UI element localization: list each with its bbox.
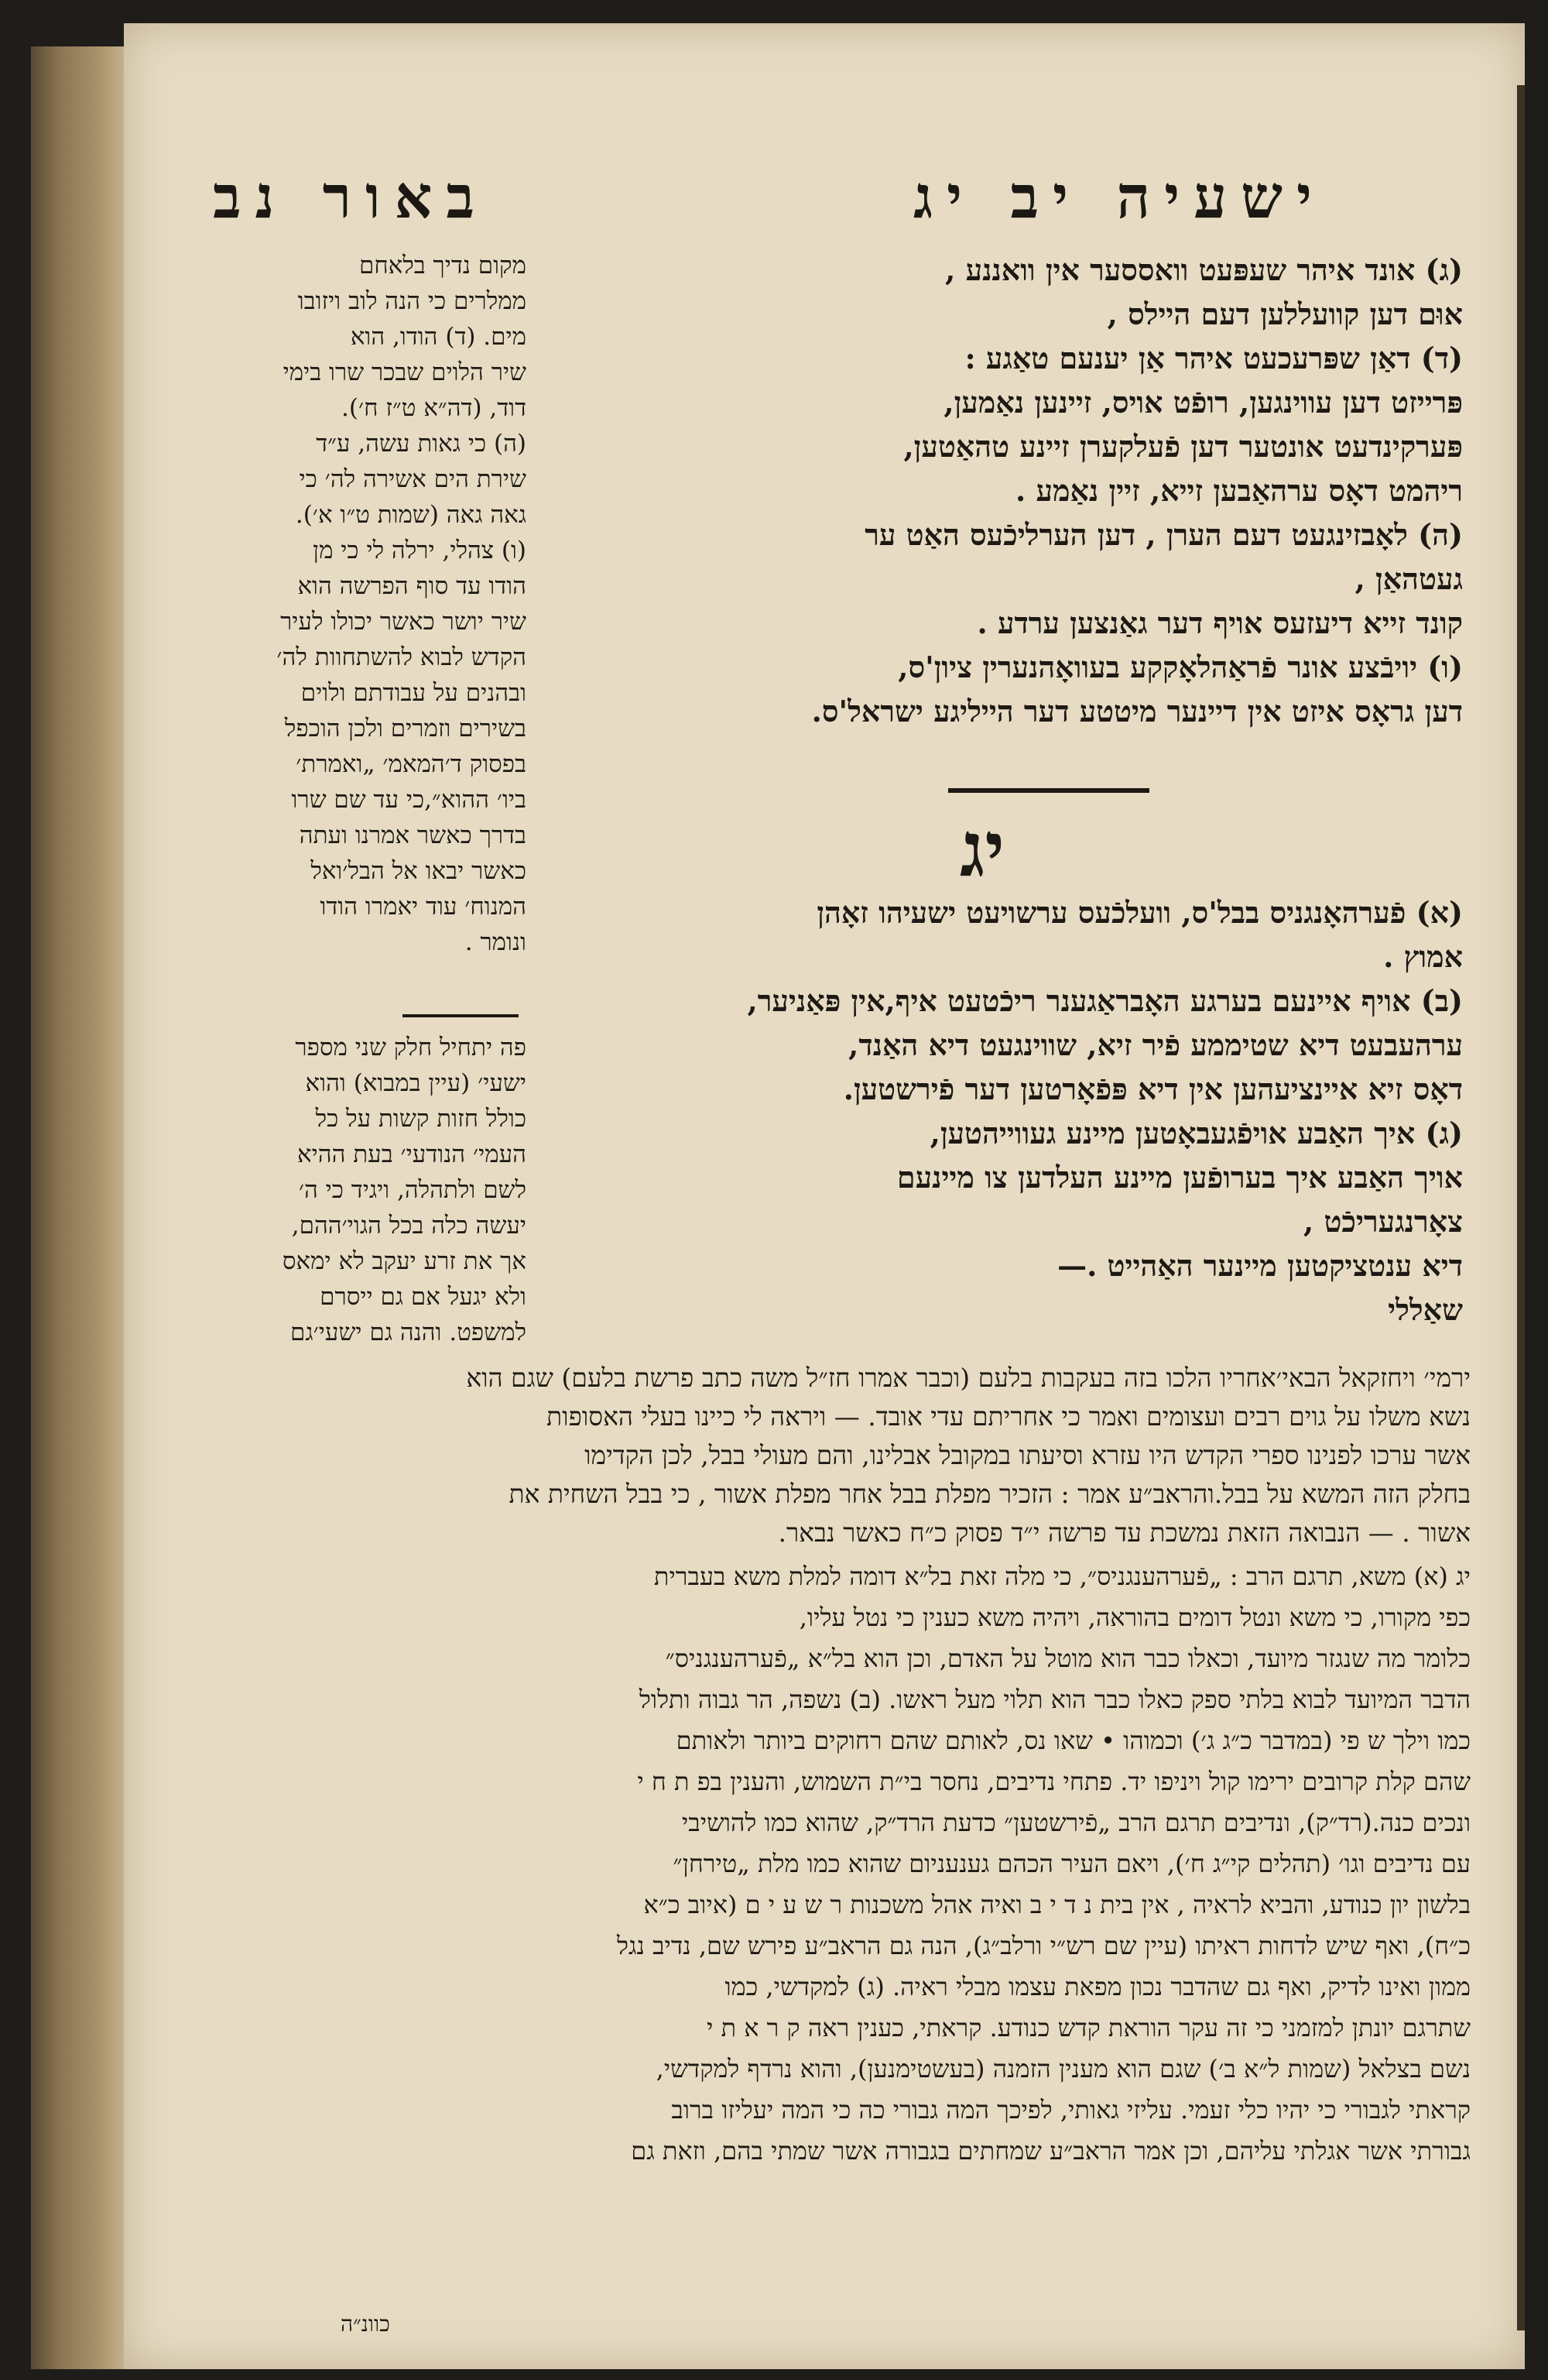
text-line: אשור . — הנבואה הזאת נמשכת עד פרשה י״ד פסוק כ״ח כאשר נבאר. — [778, 1518, 1471, 1548]
text-line: כפי מקורו, כי משא ונטל דומים בהוראה, ויהיה משא כענין כי נטל עליו, — [799, 1603, 1471, 1632]
text-line: בדרך כאשר אמרנו ועתה — [299, 821, 526, 849]
text-line: הודו עד סוף הפרשה הוא — [297, 572, 526, 600]
text-line: יעשה כלה בכל הגוי׳ההם, — [291, 1212, 526, 1240]
text-line: פּרייזט דען עווינגען, רופֿט אויס, זיינען נאַמען, — [944, 385, 1463, 420]
text-line: עם נדיבים וגו׳ (תהלים קי״ג ח׳), ויאם העיר הכהם גענעניום שהוא כמו מלת „טירחן״ — [673, 1849, 1471, 1878]
text-line: ריהמט דאָס ערהאַבען זייא, זיין נאַמע . — [1015, 473, 1463, 508]
text-line: ממון ואינו לדיק, ואף גם שהדבר נכון מפאת עצמו מבלי ראיה. (ג) למקדשי, כמו — [724, 1972, 1471, 2001]
header-left: באור נב — [213, 163, 489, 231]
text-line: (ב) אויף איינעם בערגע האָבראַגענר ריכֿטעט איף,אין פּאַניער, — [747, 983, 1463, 1018]
text-line: גבורתי אשר אגלתי עליהם, וכן אמר הראב״ע שמחתים בגבורה אשר שמתי בהם, וזאת גם — [631, 2136, 1471, 2166]
text-line: מים. (ד) הודו, הוא — [350, 323, 526, 351]
text-line: שיר הלוים שבכר שרו בימי — [283, 358, 526, 386]
text-line: ונכים כנה.(רד״ק), ונדיבים תרגם הרב „פֿירשטען״ כדעת הרד״ק, שהוא כמו להושיבי — [681, 1808, 1471, 1837]
text-line: קונד זייא דיעזעס אויף דער גאַנצען ערדע . — [977, 605, 1463, 640]
text-line: ביו׳ ההוא״,כי עד שם שרו — [291, 786, 526, 814]
text-line: גאה גאה (שמות ט״ו א׳). — [295, 501, 526, 529]
text-line: פּערקינדעט אונטער דען פֿעלקערן זיינע טהאַטען, — [903, 429, 1463, 464]
text-line: כולל חזות קשות על כל — [315, 1105, 526, 1133]
text-line: ונומר . — [464, 928, 526, 956]
header-right: ישעיה יב יג — [913, 163, 1326, 231]
text-line: כאשר יבאו אל הבל׳ואל — [310, 857, 526, 885]
text-line: בפסוק ד׳המאמ׳ „ואמרת׳ — [296, 750, 526, 778]
text-line: המנוח׳ עוד יאמרו הודו — [320, 893, 526, 921]
text-line: (ג) אונד איהר שעפּעט וואססער אין וואננע , — [945, 252, 1463, 287]
main-text-bottom — [550, 890, 1463, 1332]
text-line: (ה) כי גאות עשה, ע״ד — [316, 430, 526, 458]
text-line: מקום נדיך בלאחם — [358, 252, 526, 279]
text-line: העמי׳ הנודעי׳ בעת ההיא — [297, 1140, 526, 1168]
text-line: שיר יושר כאשר יכולו לעיר — [280, 608, 526, 636]
text-line: יג (א) משא, תרגם הרב : „פֿערהענגניס״, כי מלה זאת בל״א דומה למלת משא בעברית — [653, 1562, 1471, 1591]
text-line: ובהנים על עבודתם ולוים — [300, 679, 526, 707]
section-divider — [948, 788, 1149, 793]
text-line: דיא ענטציקטען מיינער האַהייט .— — [1057, 1248, 1463, 1283]
catchword: כוונ״ה — [341, 2311, 390, 2337]
commentary-divider — [402, 1014, 519, 1017]
text-line: בלשון יון כנודע, והביא לראיה , אין בית נ ד י ב ואיה אהל משכנות ר ש ע י ם (איוב כ״א — [643, 1890, 1471, 1919]
text-line: ולא יגעל אם גם ייסרם — [320, 1283, 526, 1311]
book-page-edge — [31, 46, 128, 2369]
text-line: ירמי׳ ויחזקאל הבאי׳אחריו הלכו בזה בעקבות בלעם (וכבר אמרו חז״ל משה כתב פרשת בלעם) שגם הוא — [466, 1363, 1471, 1393]
main-text-top — [550, 248, 1463, 733]
text-line: (ה) לאָבזינגעט דעם הערן , דען הערליכֿעס האַט ער — [865, 517, 1463, 552]
text-line: אויך האַבע איך בערופֿען מיינע העלדען צו מיינעם — [896, 1160, 1463, 1195]
text-line: (ג) איך האַבע אויפֿגעבאָטען מיינע געווייהטען, — [930, 1116, 1463, 1151]
text-line: ערהעבעט דיא שטיממע פֿיר זיא, שווינגעט דיא האַנד, — [848, 1027, 1463, 1062]
text-line: כלומר מה שנגזר מיועד, וכאלו כבר הוא מוטל על האדם, וכן הוא בל״א „פֿערהענגניס״ — [665, 1644, 1471, 1673]
commentary-notes — [201, 1556, 1471, 2172]
text-line: דאָס זיא איינציעהען אין דיא פּפֿאָרטען דער פֿירשטען. — [843, 1072, 1463, 1106]
text-line: שאַללי — [1388, 1292, 1463, 1327]
text-line: כ״ח), ואף שיש לדחות ראיתו (עיין שם רש״י ורלב״ג), הנה גם הראב״ע פירש שם, נדיב נגל — [616, 1931, 1471, 1960]
text-line: ממלרים כי הנה לוב ויזובו — [297, 287, 526, 315]
text-line: (ד) דאַן שפּרעכעט איהר אַן יענעם טאַגע : — [964, 341, 1463, 376]
commentary-column-2 — [194, 1030, 526, 1350]
text-line: בשירים וזמרים ולכן הוכפל — [284, 715, 526, 742]
text-line: כמו וילך ש פי (במדבר כ״ג ג׳) וכמוהו • שאו נס, לאותם שהם רחוקים ביותר ולאותם — [676, 1726, 1471, 1755]
text-line: ישעי׳ (עיין במבוא) והוא — [305, 1069, 526, 1097]
text-line: לשם ולתהלה, ויגיד כי ה׳ — [298, 1176, 526, 1204]
text-line: נשא משלו על גוים רבים ועצומים ואמר כי אחריתם עדי אובד. — ויראה לי כיינו בעלי האסופות — [546, 1401, 1471, 1432]
text-line: שהם קלת קרובים ירימו קול ויניפו יד. פתחי נדיבים, נחסר בי״ת השמוש, והענין בפ ת ח י — [637, 1767, 1471, 1796]
chapter-number: יג — [960, 805, 1005, 894]
text-line: בחלק הזה המשא על בבל.והראב״ע אמר : הזכיר מפלת בבל אחר מפלת אשור , כי בבל השחית את — [509, 1479, 1471, 1509]
text-line: (ו) יויבֿצע אונר פֿראַהלאָקקע בעוואָהנערין ציון'ס, — [898, 650, 1463, 684]
text-line: שירת הים אשירה לה׳ כי — [299, 465, 526, 493]
text-line: (ו) צהלי, ירלה לי כי מן — [313, 537, 526, 564]
text-line: נשם בצלאל (שמות ל״א ב׳) שגם הוא מענין הזמנה (בעשטימנען), והוא נרדף למקדשי, — [656, 2054, 1471, 2083]
text-line: אשר ערכו לפנינו ספרי הקדש היו עזרא וסיעתו במקובל אבלינו, והם מעולי בבל, לכן הקדימו — [584, 1440, 1471, 1470]
commentary-column — [194, 248, 526, 960]
text-line: (א) פֿערהאָנגניס בבל'ס, וועלכֿעס ערשויעט ישעיהו זאָהן — [817, 895, 1463, 930]
commentary-wide — [201, 1359, 1471, 1552]
text-line: דען גראָס איזט אין דיינער מיטטע דער הייליגע ישראל'ס. — [811, 694, 1463, 729]
text-line: געטהאַן , — [1354, 561, 1463, 596]
text-line: הדבר המיועד לבוא בלתי ספק כאלו כבר הוא תלוי מעל ראשו. (ב) נשפה, הר גבוה ותלול — [639, 1685, 1471, 1714]
text-line: קראתי לגבורי כי יהיו כלי זעמי. עליזי גאותי, לפיכך המה גבורי כה כי המה יעליזו ברוב — [671, 2095, 1471, 2125]
page-gutter — [1517, 85, 1525, 2330]
text-line: פה יתחיל חלק שני מספר — [295, 1034, 526, 1061]
text-line: אמוץ . — [1383, 939, 1463, 974]
text-line: אך את זרע יעקב לא ימאס — [282, 1247, 526, 1275]
text-line: אוּם דען קוועללען דעם היילס , — [1107, 297, 1463, 331]
text-line: שתרגם יונתן למזמני כי זה עקר הוראת קדש כנודע. קראתי, כענין ראה ק ר א ת י — [707, 2013, 1471, 2042]
text-line: צאָרנגעריכֿט , — [1303, 1204, 1463, 1239]
text-line: הקדש לבוא להשתחוות לה׳ — [276, 643, 526, 671]
text-line: דוד, (דה״א ט״ז ח׳). — [341, 394, 526, 422]
text-line: למשפט. והנה גם ישעי׳גם — [290, 1319, 526, 1346]
